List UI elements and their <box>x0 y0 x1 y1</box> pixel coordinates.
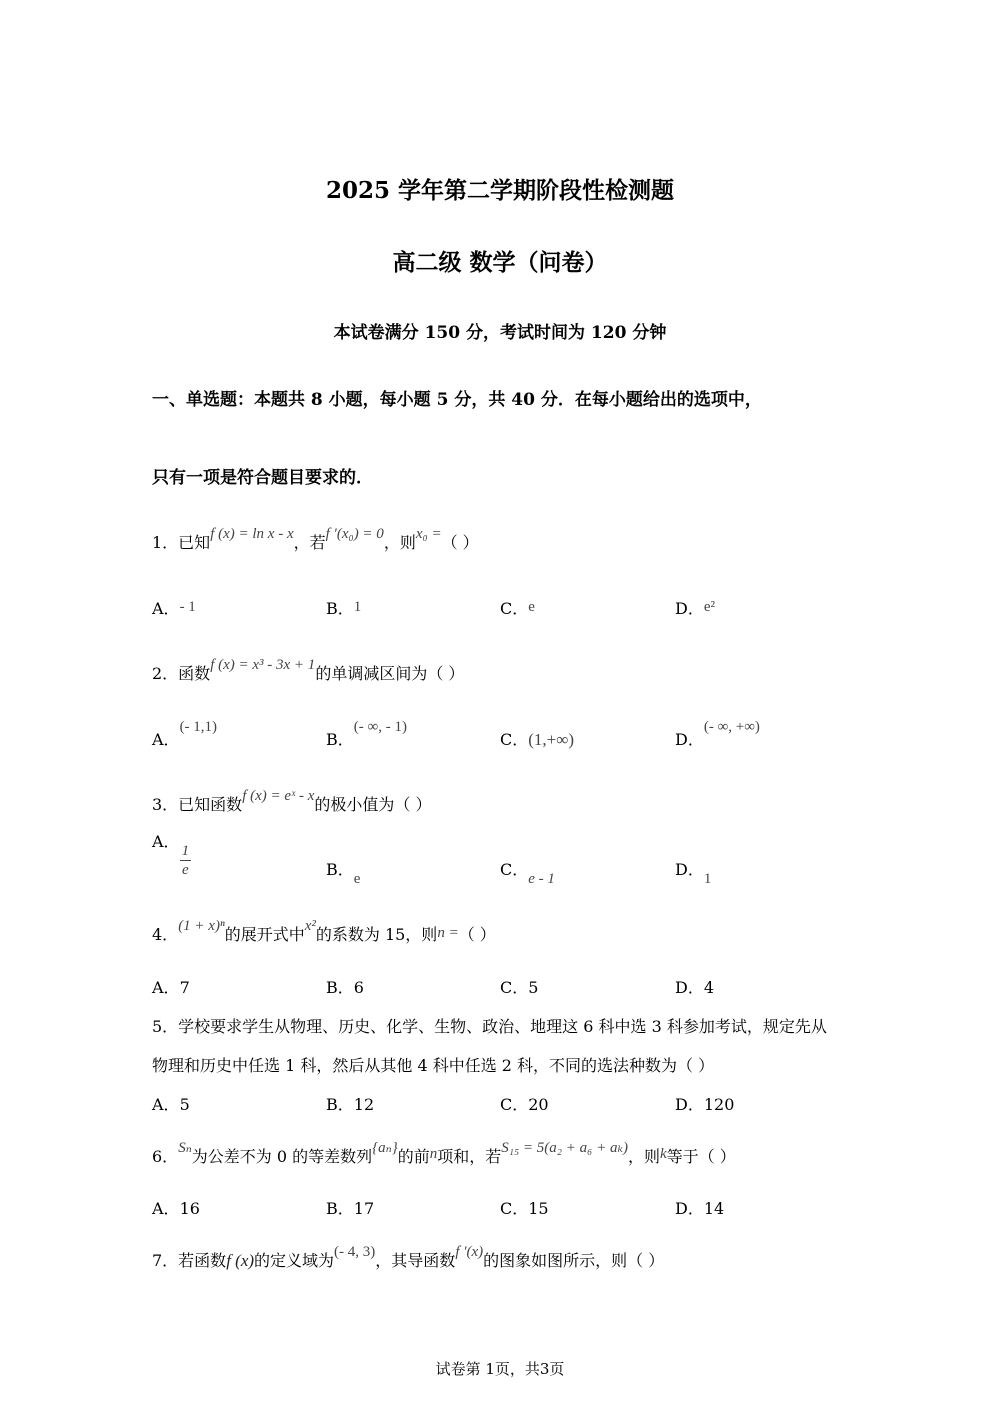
q2-option-b: B．(- ∞, - 1) <box>326 719 407 749</box>
q7-text-3: ，其导函数 <box>375 1251 456 1270</box>
q4-option-c: C．5 <box>500 978 539 997</box>
q1-formula-2: f ′(x₀) = 0 <box>325 526 384 542</box>
q2-option-a: A．(- 1,1) <box>152 719 218 749</box>
q7-formula-1: f (x) <box>226 1251 255 1270</box>
q5-option-a: A．5 <box>152 1095 190 1114</box>
q1-option-a: A．- 1 <box>152 599 196 618</box>
q7-text-2: 的定义域为 <box>254 1251 335 1270</box>
q6-text-2: 为公差不为 0 的等差数列 <box>191 1147 373 1166</box>
q5-option-c: C．20 <box>500 1095 549 1114</box>
q1-text-3: ，则 <box>383 533 416 552</box>
question-7 <box>152 1244 665 1271</box>
q3-option-d: D．1 <box>675 860 712 887</box>
q1-formula-1: f (x) = ln x - x <box>210 526 294 542</box>
q6-formula-4: S₁₅ = 5(a₂ + a₆ + aₖ) <box>501 1140 628 1156</box>
section-heading-line1: 一、单选题：本题共 8 小题，每小题 5 分，共 40 分．在每小题给出的选项中， <box>152 390 762 410</box>
q2-option-d: D．(- ∞, +∞) <box>675 719 760 749</box>
q6-option-b: B．17 <box>326 1199 375 1218</box>
exam-subtitle: 高二级 数学（问卷） <box>392 249 608 276</box>
q7-text-4: 的图象如图所示，则（ ） <box>483 1251 665 1270</box>
q4-text-2: 的展开式中 <box>224 925 305 944</box>
q4-formula-1: (1 + x)ⁿ <box>178 918 225 934</box>
q2-option-c: C．(1,+∞) <box>500 730 575 749</box>
q5-option-b: B．12 <box>326 1095 375 1114</box>
q5-option-d: D．120 <box>675 1095 735 1114</box>
q4-text-4: （ ） <box>458 925 496 944</box>
q6-formula-3: n <box>429 1146 438 1162</box>
q1-text-4: （ ） <box>441 533 479 552</box>
q1-option-c: C．e <box>500 599 535 618</box>
q3-option-a: A． $\frac{1}{e}$ <box>152 832 190 878</box>
q2-formula-1: f (x) = x³ - 3x + 1 <box>210 657 316 673</box>
q3-option-c: C．e - 1 <box>500 860 555 887</box>
question-2 <box>152 657 465 684</box>
question-5-line1: 5．学校要求学生从物理、历史、化学、生物、政治、地理这 6 科中选 3 科参加考试，规定先从 <box>152 1017 827 1036</box>
question-3 <box>152 788 432 815</box>
q4-option-b: B．6 <box>326 978 364 997</box>
section-heading-line2: 只有一项是符合题目要求的． <box>152 468 373 488</box>
q3-option-a-fraction: $\frac{1}{e}$ <box>181 843 190 878</box>
q4-text-1: 4． <box>152 925 179 944</box>
exam-title: 2025 学年第二学期阶段性检测题 <box>325 177 675 204</box>
q6-text-3: 的前 <box>397 1147 430 1166</box>
q4-option-a: A．7 <box>152 978 190 997</box>
q4-option-d: D．4 <box>675 978 715 997</box>
q7-text-1: 7．若函数 <box>152 1251 227 1270</box>
q6-text-4: 项和，若 <box>437 1147 502 1166</box>
q3-text-1: 3．已知函数 <box>152 795 243 814</box>
q6-option-a: A．16 <box>152 1199 200 1218</box>
question-5-line2: 物理和历史中任选 1 科，然后从其他 4 科中任选 2 科，不同的选法种数为（ ） <box>152 1056 715 1075</box>
q1-formula-3: x₀ = <box>415 526 442 542</box>
q6-text-1: 6． <box>152 1147 179 1166</box>
q6-option-c: C．15 <box>500 1199 549 1218</box>
question-1 <box>152 526 479 553</box>
q1-text-1: 1．已知 <box>152 533 211 552</box>
q4-text-3: 的系数为 15，则 <box>315 925 438 944</box>
q2-text-1: 2．函数 <box>152 664 211 683</box>
q6-formula-2: {aₙ} <box>372 1140 398 1156</box>
q3-text-2: 的极小值为（ ） <box>314 795 432 814</box>
exam-info: 本试卷满分 150 分，考试时间为 120 分钟 <box>333 323 667 343</box>
q6-formula-1: Sₙ <box>178 1140 192 1156</box>
q4-formula-3: n = <box>437 925 459 941</box>
q1-text-2: ，若 <box>293 533 326 552</box>
q3-formula-1: f (x) = eˣ - x <box>242 788 315 804</box>
question-4 <box>152 918 496 945</box>
q1-option-b: B．1 <box>326 599 362 618</box>
q6-text-6: 等于（ ） <box>666 1147 736 1166</box>
q6-option-d: D．14 <box>675 1199 725 1218</box>
page-footer: 试卷第 1页，共3页 <box>435 1360 565 1378</box>
q3-option-b: B．e <box>326 860 361 887</box>
question-6 <box>152 1140 736 1167</box>
q1-option-d: D．e² <box>675 599 715 618</box>
q6-formula-5: k <box>659 1146 667 1162</box>
q2-text-2: 的单调减区间为（ ） <box>315 664 465 683</box>
q4-formula-2: x² <box>304 918 316 934</box>
q7-formula-2: (- 4, 3) <box>334 1244 376 1260</box>
q7-formula-3: f ′(x) <box>455 1244 484 1260</box>
q6-text-5: ，则 <box>627 1147 660 1166</box>
